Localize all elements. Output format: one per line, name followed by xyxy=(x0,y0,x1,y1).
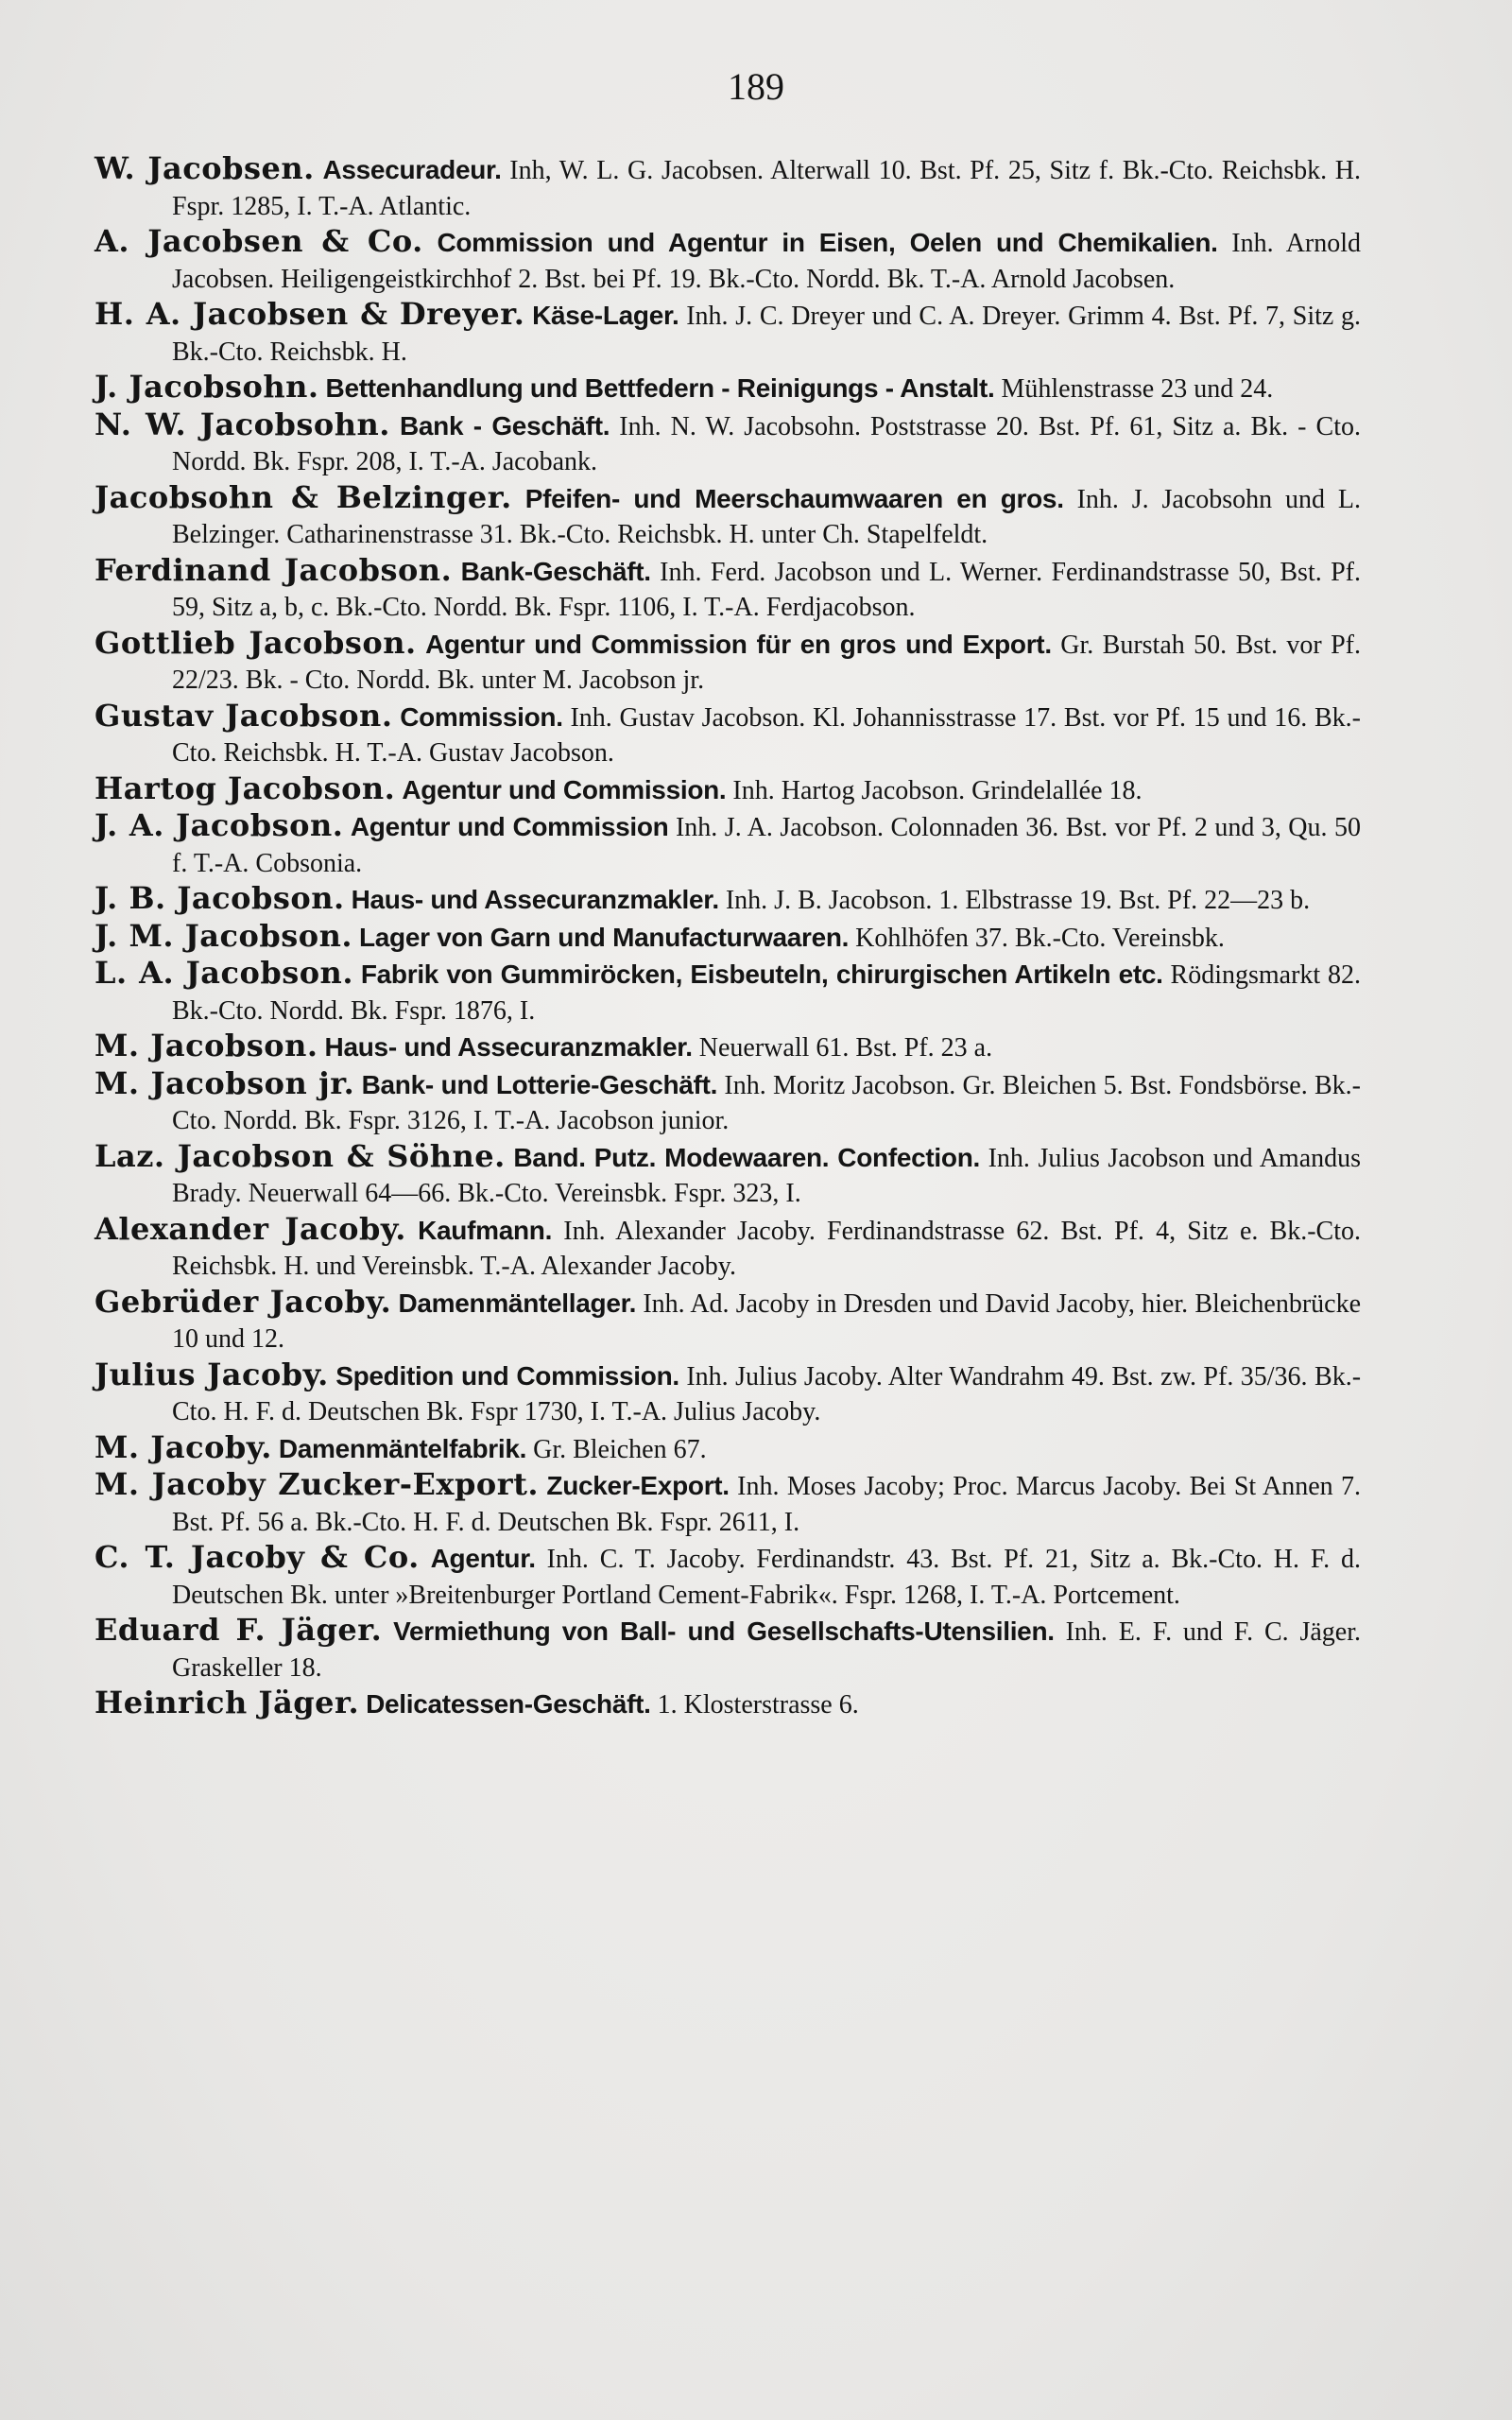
list-item xyxy=(94,480,1361,553)
list-item xyxy=(94,407,1361,480)
list-item xyxy=(94,553,1361,626)
entry-detail: Gr. Bleichen 67. xyxy=(533,1434,707,1464)
entry-name: Jacobsohn & Belzinger. xyxy=(94,478,512,515)
list-item xyxy=(94,1066,1361,1139)
entry-trade: Assecuradeur. xyxy=(322,155,502,184)
entry-name: Gebrüder Jacoby. xyxy=(94,1283,392,1320)
entry-detail: Inh. Moses Jacoby; Proc. Marcus Jacoby. Bei St Annen 7. Bst. Pf. 56 a. Bk.-Cto. H. F. d. Deutschen Bk. Fspr. 2611, I. xyxy=(172,1472,1362,1537)
list-item xyxy=(94,919,1361,957)
list-item xyxy=(94,1613,1361,1685)
entry-trade: Spedition und Commission. xyxy=(335,1360,679,1391)
entry-detail: Neuerwall 61. Bst. Pf. 23 a. xyxy=(698,1033,993,1063)
entry-trade: Bank - Geschäft. xyxy=(399,410,610,441)
entry-trade: Band. Putz. Modewaaren. Confection. xyxy=(513,1142,980,1172)
list-item xyxy=(94,881,1361,919)
entry-trade: Bettenhandlung und Bettfedern - Reinigungs - Anstalt. xyxy=(325,373,995,403)
entry-name: L. A. Jacobson. xyxy=(94,955,353,991)
entry-detail: 1. Klosterstrasse 6. xyxy=(657,1690,859,1720)
entry-detail: Inh. Arnold Jacobsen. Heiligengeistkirchhof 2. Bst. bei Pf. 19. Bk.-Cto. Nordd. Bk. T.-A. Arnold Jacobsen. xyxy=(172,229,1362,294)
entry-name: Laz. Jacobson & Söhne. xyxy=(94,1137,506,1174)
entry-detail: Inh. Julius Jacobson und Amandus Brady. Neuerwall 64—66. Bk.-Cto. Vereinsbk. Fspr. 323, I. xyxy=(172,1143,1362,1208)
entry-trade: Zucker-Export. xyxy=(546,1471,730,1500)
entry-name: Alexander Jacoby. xyxy=(94,1210,406,1247)
list-item xyxy=(94,224,1361,297)
entry-trade: Agentur und Commission xyxy=(350,812,669,841)
entry-name: M. Jacoby. xyxy=(94,1428,272,1465)
list-item xyxy=(94,626,1361,699)
entry-name: Eduard F. Jäger. xyxy=(94,1612,383,1648)
entry-name: Gustav Jacobson. xyxy=(94,697,393,734)
entry-name: Hartog Jacobson. xyxy=(94,769,396,806)
list-item xyxy=(94,1212,1361,1285)
entry-trade: Haus- und Assecuranzmakler. xyxy=(351,885,719,914)
entry-detail: Gr. Burstah 50. Bst. vor Pf. 22/23. Bk. - Cto. Nordd. Bk. unter M. Jacobson jr. xyxy=(172,630,1362,695)
entry-detail: Inh. C. T. Jacoby. Ferdinandstr. 43. Bst. Pf. 21, Sitz a. Bk.-Cto. H. F. d. Deutschen Bk. unter »Breitenburger Portland Cement-Fabrik«. Fspr. 1268, I. T.-A. Portcement. xyxy=(172,1545,1362,1610)
entry-trade: Kaufmann. xyxy=(418,1215,553,1245)
entry-name: A. Jacobsen & Co. xyxy=(94,223,423,259)
list-item xyxy=(94,151,1361,224)
entry-trade: Bank-Geschäft. xyxy=(460,556,651,586)
entry-name: Gottlieb Jacobson. xyxy=(94,624,417,661)
entry-detail: Inh. Alexander Jacoby. Ferdinandstrasse 62. Bst. Pf. 4, Sitz e. Bk.-Cto. Reichsbk. H. und Vereinsbk. T.-A. Alexander Jacoby. xyxy=(172,1216,1361,1281)
list-item xyxy=(94,1685,1361,1723)
entry-detail: Inh, W. L. G. Jacobsen. Alterwall 10. Bst. Pf. 25, Sitz f. Bk.-Cto. Reichsbk. H. Fspr. 1285, I. T.-A. Atlantic. xyxy=(172,156,1362,221)
entry-detail: Inh. J. A. Jacobson. Colonnaden 36. Bst. vor Pf. 2 und 3, Qu. 50 f. T.-A. Cobsonia. xyxy=(172,813,1362,878)
entry-detail: Inh. Moritz Jacobson. Gr. Bleichen 5. Bst. Fondsbörse. Bk.-Cto. Nordd. Bk. Fspr. 3126, I. T.-A. Jacobson junior. xyxy=(172,1070,1362,1135)
entry-name: H. A. Jacobsen & Dreyer. xyxy=(94,296,525,332)
list-item xyxy=(94,808,1361,881)
entry-trade: Haus- und Assecuranzmakler. xyxy=(324,1032,693,1062)
entry-trade: Delicatessen-Geschäft. xyxy=(366,1689,651,1719)
list-item xyxy=(94,1540,1361,1613)
entry-trade: Agentur und Commission. xyxy=(402,774,727,804)
entry-name: C. T. Jacoby & Co. xyxy=(94,1539,420,1575)
list-item xyxy=(94,1139,1361,1212)
entry-detail: Inh. Julius Jacoby. Alter Wandrahm 49. Bst. zw. Pf. 35/36. Bk.-Cto. H. F. d. Deutschen Bk. Fspr 1730, I. T.-A. Julius Jacoby. xyxy=(172,1361,1362,1426)
entry-trade: Lager von Garn und Manufacturwaaren. xyxy=(358,922,850,952)
list-item xyxy=(94,1285,1361,1357)
entry-name: W. Jacobsen. xyxy=(94,150,315,186)
entry-trade: Damenmäntelfabrik. xyxy=(278,1433,527,1463)
entry-trade: Agentur und Commission für en gros und Export. xyxy=(425,629,1052,659)
entry-name: Heinrich Jäger. xyxy=(94,1685,360,1720)
entry-name: J. M. Jacobson. xyxy=(94,917,352,954)
entry-name: Ferdinand Jacobson. xyxy=(94,551,453,588)
entry-trade: Fabrik von Gummiröcken, Eisbeuteln, chirurgischen Artikeln etc. xyxy=(360,959,1163,989)
page-number: 189 xyxy=(728,65,784,108)
list-item xyxy=(94,1467,1361,1540)
entry-detail: Inh. J. C. Dreyer und C. A. Dreyer. Grimm 4. Bst. Pf. 7, Sitz g. Bk.-Cto. Reichsbk. H. xyxy=(172,302,1362,367)
list-item xyxy=(94,370,1361,407)
entry-name: J. A. Jacobson. xyxy=(94,807,344,843)
list-item xyxy=(94,1357,1361,1430)
entry-detail: Inh. J. Jacobsohn und L. Belzinger. Catharinenstrasse 31. Bk.-Cto. Reichsbk. H. unter Ch. Stapelfeldt. xyxy=(172,484,1361,549)
entry-trade: Commission. xyxy=(400,701,563,732)
list-item xyxy=(94,297,1361,370)
entry-detail: Inh. Hartog Jacobson. Grindelallée 18. xyxy=(732,775,1143,805)
entry-detail: Inh. Ad. Jacoby in Dresden und David Jacoby, hier. Bleichenbrücke 10 und 12. xyxy=(172,1288,1362,1354)
entry-name: Julius Jacoby. xyxy=(94,1356,329,1392)
entry-detail: Rödingsmarkt 82. Bk.-Cto. Nordd. Bk. Fspr. 1876, I. xyxy=(172,960,1362,1026)
entry-trade: Bank- und Lotterie-Geschäft. xyxy=(361,1069,718,1099)
entry-trade: Käse-Lager. xyxy=(532,301,679,330)
entry-detail: Kohlhöfen 37. Bk.-Cto. Vereinsbk. xyxy=(855,923,1225,953)
entry-trade: Agentur. xyxy=(430,1544,536,1573)
entry-detail: Inh. J. B. Jacobson. 1. Elbstrasse 19. Bst. Pf. 22—23 b. xyxy=(725,886,1311,915)
entry-detail: Inh. E. F. und F. C. Jäger. Graskeller 18. xyxy=(172,1617,1362,1683)
entry-trade: Vermiethung von Ball- und Gesellschafts-Utensilien. xyxy=(393,1616,1055,1646)
entry-detail: Inh. N. W. Jacobsohn. Poststrasse 20. Bst. Pf. 61, Sitz a. Bk. - Cto. Nordd. Bk. Fspr. 208, I. T.-A. Jacobank. xyxy=(172,411,1361,476)
entry-name: M. Jacoby Zucker-Export. xyxy=(94,1466,540,1502)
list-item xyxy=(94,699,1361,771)
entry-name: J. Jacobsohn. xyxy=(94,369,319,405)
entry-trade: Commission und Agentur in Eisen, Oelen und Chemikalien. xyxy=(437,228,1218,257)
entry-detail: Inh. Ferd. Jacobson und L. Werner. Ferdinandstrasse 50, Bst. Pf. 59, Sitz a, b, c. Bk.-Cto. Nordd. Bk. Fspr. 1106, I. T.-A. Ferdjacobson. xyxy=(172,557,1362,622)
list-item xyxy=(94,1430,1361,1468)
entry-name: M. Jacobson. xyxy=(94,1028,318,1063)
entry-trade: Damenmäntellager. xyxy=(398,1288,637,1318)
list-item xyxy=(94,956,1361,1028)
entry-trade: Pfeifen- und Meerschaumwaaren en gros. xyxy=(524,483,1064,513)
entry-name: N. W. Jacobsohn. xyxy=(94,406,390,442)
entry-detail: Inh. Gustav Jacobson. Kl. Johannisstrasse 17. Bst. vor Pf. 15 und 16. Bk.-Cto. Reichsbk. H. T.-A. Gustav Jacobson. xyxy=(172,702,1361,768)
entry-name: M. Jacobson jr. xyxy=(94,1064,355,1101)
entry-detail: Mühlenstrasse 23 und 24. xyxy=(1001,374,1274,404)
entry-name: J. B. Jacobson. xyxy=(94,880,345,916)
list-item xyxy=(94,1028,1361,1066)
entry-list xyxy=(94,151,1361,1723)
list-item xyxy=(94,771,1361,809)
